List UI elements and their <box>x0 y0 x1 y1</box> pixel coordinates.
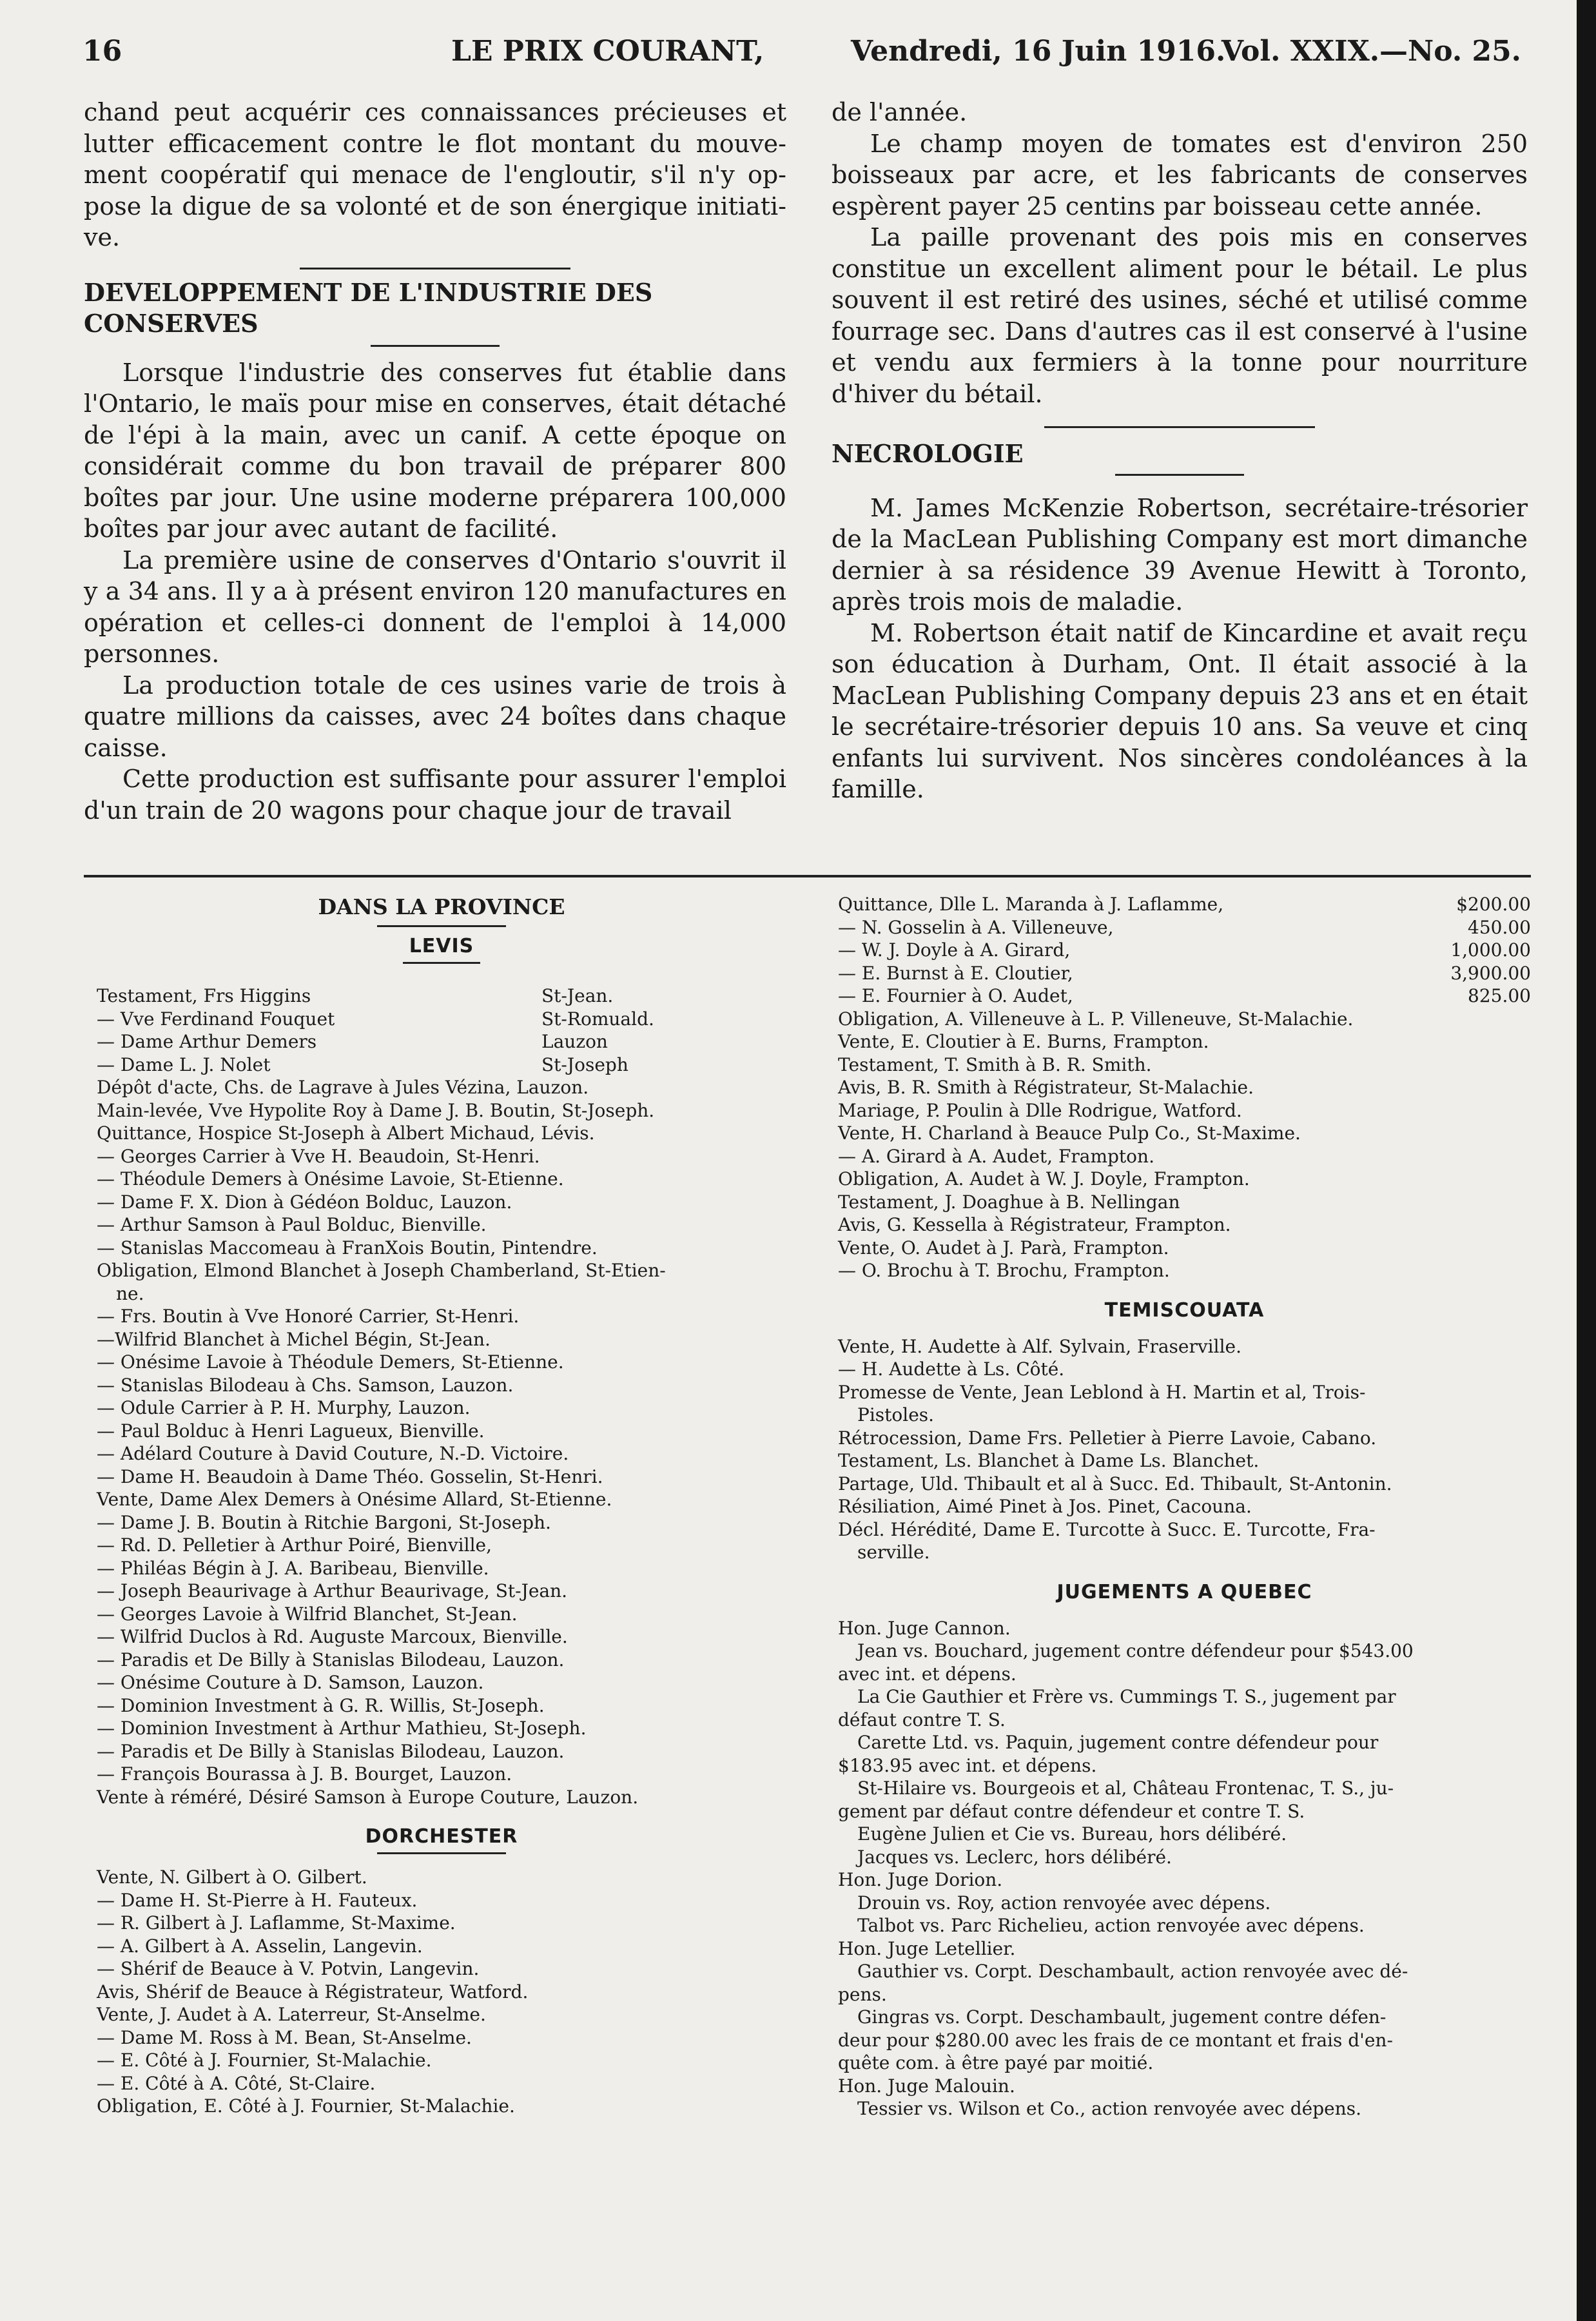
list-item: — Vve Ferdinand Fouquet St-Romuald. <box>97 1008 654 1030</box>
list-item: Jacques vs. Leclerc, hors délibéré. <box>857 1846 1172 1868</box>
list-item: Obligation, A. Villeneuve à L. P. Villeneuve, St-Malachie. <box>838 1008 1354 1030</box>
list-item: 3,900.00 — E. Burnst à E. Cloutier, <box>838 962 1531 984</box>
page-number: 16 <box>83 35 122 68</box>
list-item: Testament, Frs Higgins St-Jean. <box>97 985 614 1006</box>
intro-line: lutter efficacement contre le flot montant du mouve- <box>84 129 786 158</box>
jugements-entries <box>838 1617 1531 2120</box>
list-item: — Paradis et De Billy à Stanislas Bilodeau, Lauzon. <box>97 1649 565 1670</box>
list-item: — R. Gilbert à J. Laflamme, St-Maxime. <box>97 1912 456 1934</box>
list-item: Carette Ltd. vs. Paquin, jugement contre défendeur pour <box>857 1732 1379 1753</box>
article-paragraph: La production totale de ces usines varie de trois à quatre millions da caisses, avec 24 boîtes dans chaque caisse. <box>84 671 786 762</box>
list-item: — Rd. D. Pelletier à Arthur Poiré, Bienville, <box>97 1534 492 1556</box>
list-item: Drouin vs. Roy, action renvoyée avec dépens. <box>857 1892 1271 1914</box>
list-item: Gauthier vs. Corpt. Deschambault, action renvoyée avec dé- <box>857 1961 1408 1982</box>
intro-line: ve. <box>84 223 121 251</box>
province-title: DANS LA PROVINCE <box>318 894 565 919</box>
list-item: serville. <box>857 1542 930 1563</box>
list-item: — Philéas Bégin à J. A. Baribeau, Bienville. <box>97 1557 489 1579</box>
volume-number: Vol. XXIX.—No. 25. <box>1221 35 1521 68</box>
list-item: Main-levée, Vve Hypolite Roy à Dame J. B. Boutin, St-Joseph. <box>97 1099 655 1121</box>
list-item: — Stanislas Maccomeau à FranXois Boutin, Pintendre. <box>97 1237 598 1258</box>
necrologie-paragraph: M. Robertson était natif de Kincardine et avait reçu son éducation à Durham, Ont. Il était associé à la MacLean Publishing Company depuis 23 ans et en était le secrétaire-trésorier depuis 10 ans. Sa veuve et cinq enfants lui survivent. Nos sincères condoléances à la famille. <box>832 618 1528 803</box>
list-item: — Wilfrid Duclos à Rd. Auguste Marcoux, Bienville. <box>97 1626 568 1647</box>
list-item: Résiliation, Aimé Pinet à Jos. Pinet, Cacouna. <box>838 1496 1252 1517</box>
list-item: — Dominion Investment à Arthur Mathieu, St-Joseph. <box>97 1718 587 1739</box>
list-item: — E. Côté à J. Fournier, St-Malachie. <box>97 2050 432 2071</box>
intro-line: chand peut acquérir ces connaissances précieuses et <box>84 98 786 126</box>
list-item: Vente, E. Cloutier à E. Burns, Frampton. <box>838 1031 1209 1052</box>
page-edge-shadow <box>1577 0 1596 2321</box>
list-item: Hon. Juge Cannon. <box>838 1617 1011 1639</box>
list-item: avec int. et dépens. <box>838 1663 1017 1685</box>
list-item: Testament, T. Smith à B. R. Smith. <box>838 1053 1152 1075</box>
list-item: Quittance, Hospice St-Joseph à Albert Michaud, Lévis. <box>97 1122 595 1144</box>
list-item: — Théodule Demers à Onésime Lavoie, St-Etienne. <box>97 1168 564 1190</box>
list-item: — Stanislas Bilodeau à Chs. Samson, Lauzon. <box>97 1374 514 1396</box>
list-item: 450.00 — N. Gosselin à A. Villeneuve, <box>838 916 1531 938</box>
list-item: ne. <box>116 1282 144 1304</box>
list-item: Vente, O. Audet à J. Parà, Frampton. <box>838 1237 1169 1258</box>
province-column <box>97 893 786 2118</box>
list-item: pens. <box>838 1983 887 2005</box>
list-item: Pistoles. <box>857 1404 935 1425</box>
list-item: Mariage, P. Poulin à Dlle Rodrigue, Watford. <box>838 1099 1242 1121</box>
list-item: — Shérif de Beauce à V. Potvin, Langevin. <box>97 1958 480 1979</box>
list-item: Gingras vs. Corpt. Deschambault, jugement contre défen- <box>857 2006 1387 2028</box>
list-item: Avis, Shérif de Beauce à Régistrateur, Watford. <box>97 1981 529 2003</box>
list-item: Avis, G. Kessella à Régistrateur, Frampton. <box>838 1214 1231 1235</box>
list-item: Testament, J. Doaghue à B. Nellingan <box>838 1191 1180 1213</box>
list-item: La Cie Gauthier et Frère vs. Cummings T. S., jugement par <box>857 1686 1396 1707</box>
list-item: Vente, H. Audette à Alf. Sylvain, Fraserville. <box>838 1335 1241 1357</box>
list-item: Talbot vs. Parc Richelieu, action renvoyée avec dépens. <box>857 1915 1365 1936</box>
amount: $200.00 <box>1456 894 1531 915</box>
dorchester-title: DORCHESTER <box>365 1825 518 1848</box>
list-item: — Dame H. St-Pierre à H. Fauteux. <box>97 1889 418 1911</box>
list-item: Tessier vs. Wilson et Co., action renvoyée avec dépens. <box>857 2098 1362 2119</box>
right-notices-column <box>838 893 1531 2120</box>
top-right-column <box>832 97 1528 805</box>
quittance-entries <box>838 893 1531 1008</box>
levis-list <box>97 984 786 1076</box>
list-item: Vente à réméré, Désiré Samson à Europe Couture, Lauzon. <box>97 1786 639 1808</box>
list-item: Décl. Hérédité, Dame E. Turcotte à Succ. E. Turcotte, Fra- <box>838 1518 1376 1540</box>
levis-entries <box>97 1076 786 1808</box>
temiscouata-entries <box>838 1335 1531 1564</box>
jugements-title: JUGEMENTS A QUEBEC <box>1056 1580 1312 1603</box>
list-item: Dépôt d'acte, Chs. de Lagrave à Jules Vézina, Lauzon. <box>97 1077 589 1098</box>
list-item: — Onésime Lavoie à Théodule Demers, St-Etienne. <box>97 1351 564 1373</box>
page-header <box>52 26 1521 81</box>
list-item: défaut contre T. S. <box>838 1709 1006 1730</box>
list-item: Vente, H. Charland à Beauce Pulp Co., St-Maxime. <box>838 1122 1301 1144</box>
amount: 825.00 <box>1468 985 1531 1006</box>
list-item: — Dame M. Ross à M. Bean, St-Anselme. <box>97 2026 472 2048</box>
article-paragraph: Cette production est suffisante pour assurer l'emploi d'un train de 20 wagons pour chaque jour de travail <box>84 765 786 825</box>
list-item: quête com. à être payé par moitié. <box>838 2052 1154 2073</box>
temiscouata-title: TEMISCOUATA <box>1104 1298 1265 1322</box>
list-item: — Paul Bolduc à Henri Lagueux, Bienville. <box>97 1420 485 1442</box>
intro-line: ment coopératif qui menace de l'engloutir, s'il n'y op- <box>84 161 786 189</box>
misc-entries <box>838 1008 1531 1282</box>
list-item: Testament, Ls. Blanchet à Dame Ls. Blanchet. <box>838 1450 1260 1471</box>
list-item: Avis, B. R. Smith à Régistrateur, St-Malachie. <box>838 1077 1254 1098</box>
list-item: — Georges Lavoie à Wilfrid Blanchet, St-Jean. <box>97 1603 518 1625</box>
article-title-line-2: CONSERVES <box>84 309 258 338</box>
list-item: Rétrocession, Dame Frs. Pelletier à Pierre Lavoie, Cabano. <box>838 1427 1377 1449</box>
list-item: — Dame L. J. Nolet St-Joseph <box>97 1053 628 1075</box>
intro-line: pose la digue de sa volonté et de son énergique initiati- <box>84 191 786 220</box>
section-separator <box>84 875 1531 877</box>
list-item: St-Hilaire vs. Bourgeois et al, Château Frontenac, T. S., ju- <box>857 1777 1394 1799</box>
article-paragraph: La paille provenant des pois mis en conserves constitue un excellent aliment pour le bétail. Le plus souvent il est retiré des usines, séché et utilisé comme fourrage sec. Dans d'autres cas il est conservé à l'usine et vendu aux fermiers à la tonne pour nourriture d'hiver du bétail. <box>832 223 1528 408</box>
list-item: — A. Girard à A. Audet, Frampton. <box>838 1145 1154 1167</box>
list-item: — Dame Arthur Demers Lauzon <box>97 1031 608 1052</box>
list-item: Vente, N. Gilbert à O. Gilbert. <box>97 1866 367 1888</box>
article-continuation: de l'année. <box>832 98 968 126</box>
list-item: Vente, Dame Alex Demers à Onésime Allard, St-Etienne. <box>97 1489 612 1510</box>
list-item: — Georges Carrier à Vve H. Beaudoin, St-Henri. <box>97 1145 540 1167</box>
necrologie-paragraph: M. James McKenzie Robertson, secrétaire-trésorier de la MacLean Publishing Company est mort dimanche dernier à sa résidence 39 Avenue Hewitt à Toronto, après trois mois de maladie. <box>832 493 1528 616</box>
list-item: Partage, Uld. Thibault et al à Succ. Ed. Thibault, St-Antonin. <box>838 1473 1392 1494</box>
list-item: Obligation, Elmond Blanchet à Joseph Chamberland, St-Etien- <box>97 1260 666 1281</box>
top-left-column <box>84 97 786 826</box>
list-item: —Wilfrid Blanchet à Michel Bégin, St-Jean. <box>97 1328 491 1350</box>
list-item: — Dominion Investment à G. R. Willis, St-Joseph. <box>97 1694 545 1716</box>
necrologie-title: NECROLOGIE <box>832 439 1024 468</box>
list-item: Eugène Julien et Cie vs. Bureau, hors délibéré. <box>857 1823 1287 1845</box>
list-item: — O. Brochu à T. Brochu, Frampton. <box>838 1260 1170 1281</box>
list-item: 1,000.00 — W. J. Doyle à A. Girard, <box>838 939 1531 961</box>
list-item: — Arthur Samson à Paul Bolduc, Bienville. <box>97 1214 487 1235</box>
issue-date: Vendredi, 16 Juin 1916. <box>851 35 1226 68</box>
list-item: Vente, J. Audet à A. Laterreur, St-Anselme. <box>97 2004 486 2025</box>
list-item: $200.00 Quittance, Dlle L. Maranda à J. Laflamme, <box>838 894 1531 915</box>
list-item: Hon. Juge Letellier. <box>838 1937 1016 1959</box>
article-title: DEVELOPPEMENT DE L'INDUSTRIE DES <box>84 277 653 307</box>
list-item: 825.00 — E. Fournier à O. Audet, <box>838 985 1531 1006</box>
list-item: $183.95 avec int. et dépens. <box>838 1754 1097 1776</box>
list-item: deur pour $280.00 avec les frais de ce montant et frais d'en- <box>838 2029 1393 2051</box>
amount: 1,000.00 <box>1450 939 1531 961</box>
list-item: Hon. Juge Malouin. <box>838 2075 1015 2097</box>
intro-continuation <box>84 97 786 253</box>
list-item: Obligation, E. Côté à J. Fournier, St-Malachie. <box>97 2095 515 2117</box>
list-item: gement par défaut contre défendeur et contre T. S. <box>838 1800 1305 1822</box>
amount: 3,900.00 <box>1450 962 1531 984</box>
list-item: Promesse de Vente, Jean Leblond à H. Martin et al, Trois- <box>838 1381 1366 1403</box>
levis-title: LEVIS <box>409 935 474 957</box>
list-item: — Frs. Boutin à Vve Honoré Carrier, St-Henri. <box>97 1306 520 1327</box>
list-item: — A. Gilbert à A. Asselin, Langevin. <box>97 1935 423 1957</box>
list-item: Hon. Juge Dorion. <box>838 1869 1003 1890</box>
list-item: — Joseph Beaurivage à Arthur Beaurivage, St-Jean. <box>97 1580 568 1601</box>
article-paragraph: Lorsque l'industrie des conserves fut établie dans l'Ontario, le maïs pour mise en conserves, était détaché de l'épi à la main, avec un canif. A cette époque on considérait comme du bon travail de préparer 800 boîtes par jour. Une usine moderne préparera 100,000 boîtes par jour avec autant de facilité. <box>84 358 786 543</box>
list-item: — Adélard Couture à David Couture, N.-D. Victoire. <box>97 1443 569 1464</box>
list-item: — François Bourassa à J. B. Bourget, Lauzon. <box>97 1763 512 1785</box>
list-item: — Dame F. X. Dion à Gédéon Bolduc, Lauzon. <box>97 1191 512 1213</box>
list-item: — Dame J. B. Boutin à Ritchie Bargoni, St-Joseph. <box>97 1511 551 1533</box>
list-item: — Onésime Couture à D. Samson, Lauzon. <box>97 1672 484 1693</box>
article-paragraph: La première usine de conserves d'Ontario s'ouvrit il y a 34 ans. Il y a à présent environ 120 manufactures en opération et celles-ci donnent de l'emploi à 14,000 personnes. <box>84 545 786 668</box>
list-item: Obligation, A. Audet à W. J. Doyle, Frampton. <box>838 1168 1250 1190</box>
journal-title: LE PRIX COURANT, <box>451 35 764 68</box>
list-item: — H. Audette à Ls. Côté. <box>838 1358 1065 1380</box>
article-paragraph: Le champ moyen de tomates est d'environ 250 boisseaux par acre, et les fabricants de conserves espèrent payer 25 centins par boisseau cette année. <box>832 129 1528 220</box>
list-item: — Odule Carrier à P. H. Murphy, Lauzon. <box>97 1397 471 1418</box>
list-item: — Paradis et De Billy à Stanislas Bilodeau, Lauzon. <box>97 1740 565 1762</box>
amount: 450.00 <box>1468 916 1531 938</box>
list-item: — Dame H. Beaudoin à Dame Théo. Gosselin, St-Henri. <box>97 1465 603 1487</box>
list-item: — E. Côté à A. Côté, St-Claire. <box>97 2072 376 2094</box>
list-item: Jean vs. Bouchard, jugement contre défendeur pour $543.00 <box>857 1640 1414 1661</box>
dorchester-entries <box>97 1866 786 2118</box>
